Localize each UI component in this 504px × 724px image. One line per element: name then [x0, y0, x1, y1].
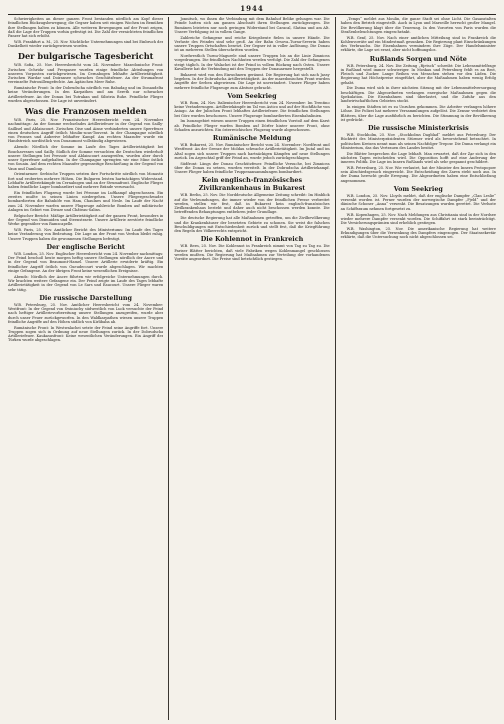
article-paragraph: „Temps“ meldet aus Moulin, die ganze Stadt sei ohne Licht. Die Gasanstalten haben den Betrieb eingestellt. Auch in Lyon und Marseille herrscht großer Mangel. Die Bevölkerung klagt über die Teuerung. In den Vororten von Paris wurden die Straßenbeleuchtungen eingeschränkt. — [340, 17, 496, 34]
article-paragraph: Zahlreiche Gefangene und reiche Kriegsbeute fielen in unsere Hände. Die Verluste des Feindes sind sehr groß. An der Bahn Orsova–Turnu-Severin haben unsere Truppen Ortschaften besetzt. Der Gegner ist in voller Auflösung. Die Donau ist an mehreren Stellen überschritten worden. — [174, 35, 330, 53]
column-left — [8, 17, 163, 720]
article-paragraph: Im Isonzogebiet wiesen unsere Truppen einen feindlichen Vorstoß auf dem Karst ab. Feindliche Flieger warfen Bomben auf Dörfer hinter unserer Front, ohne Schaden anzurichten. Ein österreichisches Flugzeug wurde abgeschossen. — [174, 119, 330, 132]
article-heading: Rumänische Meldung — [212, 134, 292, 143]
article-paragraph: W.B. Bukarest, 25. Nov. Rumänischer Bericht vom 24. November: Nordfront und Westfront: An der Grenze der Moldau schwache Artillerietätigkeit. Im Jiutal und im Altal zogen sich unsere Truppen nach hartnäckigen Kämpfen auf neue Stellungen zurück. Im Argeschtal griff der Feind an, wurde jedoch zurückgeschlagen. — [174, 143, 330, 160]
article-paragraph: W.B. Paris, 25. Nov. Amtlicher Bericht des Ministeriums: Im Laufe des Tages keine Veränderung von Bedeutung. Die Lage an der Front von Verdun bleibt ruhig. Unsere Truppen haben die gewonnenen Stellungen befestigt. — [8, 228, 164, 241]
column-middle — [168, 17, 329, 720]
article-heading: Rußlands Sorgen und Nöte — [369, 54, 467, 63]
article-paragraph: W.B. Bern, 25. Nov. Die Kohlennot in Frankreich nimmt von Tag zu Tag zu. Die Pariser Blätter berichten, daß viele Fabriken wegen Kohlenmangel geschlossen werden mußten. Die Regierung hat Maßnahmen zur Verteilung der vorhandenen Vorräte angeordnet. Die Preise sind beträchtlich gestiegen. — [174, 244, 330, 262]
article-paragraph: W.B. Washington, 25. Nov. Die amerikanische Regierung hat weitere Erkundigungen über die Versenkung des Dampfers eingezogen. Der Staatssekretär erklärte, daß die Untersuchung noch nicht abgeschlossen sei. — [340, 226, 496, 240]
article-paragraph: Jonnitsch, wo ihnen die Verbindung mit dem Bahnhof Belike gelungen war. Die Feinde hatten sich am ganzen Abschnitt ihren Stellungen zurückgezogen. Die Rumänen leisteten nur noch geringen Widerstand bei Caracal, Slatina und am Alt. Unsere Verfolgung ist in vollem Gange. — [174, 17, 330, 34]
article-paragraph: W.B. Kopenhagen, 25. Nov. Nach Meldungen aus Christiania sind in der Nordsee wieder mehrere Dampfer versenkt worden. Die Schiffahrt ist stark beeinträchtigt. Die Versicherungsprämien sind erheblich gestiegen. — [340, 212, 496, 226]
article-paragraph: Ein feindliches Flugzeug wurde bei Péronne im Luftkampf abgeschossen. Ein zweites mußte in seinen Linien niedergehen. Unsere Fliegergeschwader bombardierten die Bahnhöfe von Ham, Chaulnes und Nesle. Im Laufe der Nacht zum 24. November warfen unsere Flugzeuge zahlreiche Bomben auf militärische Anlagen im Gebiet von Dieuze und Château-Salins. — [8, 190, 164, 212]
article-paragraph: Belgischer Bericht: Mäßige Artillerietätigkeit auf der ganzen Front, besonders in der Gegend von Dixmuiden und Steenstraete. Unsere Artillerie zerstörte feindliche Werke gegenüber von Ramscapelle. — [8, 213, 164, 227]
article-paragraph: W.B. Paris, 25. Nov. Französischer Heeresbericht vom 24. November nachmittags: An der Somme wechselndes Artilleriefeuer in der Gegend von Sailly-Saillisel und Ablaincourt. Zwischen Oise und Aisne verhinderten unsere Sperrfeuer einen deutschen Angriff östlich Moulin-sous-Touvent. In der Champagne nördlich von Prosnes und Auberive lebhafter Kampf. Am rechten Maasufer wurde ein Handstreich nordöstlich von Douaumont vollständig abgewiesen. — [8, 118, 164, 144]
article-heading: Der englische Bericht — [46, 242, 125, 251]
columns — [8, 17, 496, 720]
article-paragraph: Orientarmee: Serbische Truppen setzten ihre Fortschritte nördlich von Monastir fort und eroberten mehrere Höhen. Die Bulgaren leisten hartnäckigen Widerstand. Lebhafte Artilleriekämpfe im Cernabogen und an der Strumafront. Englische Flieger haben feindliche Lager bombardiert und mehrere Brände verursacht. — [8, 172, 164, 190]
article-heading: Kein englisch-französisches Zivilkrankenhaus in Bukarest — [198, 176, 306, 193]
article-heading: Die russische Darstellung — [39, 293, 132, 302]
article-paragraph: W.B. Genf, 25. Nov. Nach einer amtlichen Mitteilung sind in Frankreich die Kohlenvorräte auf ein Mindestmaß gesunken. Die Regierung plant Einschränkungen des Verbrauchs. Die Eisenbahnen vermindern ihre Züge. Der Handelsminister erklärte, die Lage sei ernst, aber nicht hoffnungslos. — [340, 35, 496, 53]
page-number: 1944 — [240, 4, 264, 13]
article-paragraph: W.B. London, 25. Nov. Lloyds meldet, daß der englische Dampfer „Clan Leslie“ versenkt worden ist. Ferner wurden der norwegische Dampfer „Fjeld“ und der dänische Schoner „Anna“ versenkt. Die Besatzungen wurden gerettet. Die Verluste an Schiffsraum nehmen fortgesetzt zu. — [340, 193, 496, 211]
article-paragraph: W.B. London, 25. Nov. Englischer Heeresbericht vom 24. November nachmittags: Der Feind beschoß heute morgen heftig unsere Stellungen nördlich der Ancre und in der Gegend von Beaumont-Hamel. Unsere Artillerie erwiderte kräftig. Ein feindlicher Angriff östlich von Gueudecourt wurde abgeschlagen. Wir machten einige Gefangene. An der übrigen Front keine wesentlichen Ereignisse. — [8, 251, 164, 273]
article-paragraph: Abends: Nördlich der Ancre führten wir erfolgreiche Unternehmungen durch. Wir brachten weitere Gefangene ein. Der Feind zeigte im Laufe des Tages lebhafte Artillerietätigkeit in der Gegend von Le Sars und Eaucourt. Unsere Flieger waren sehr tätig. — [8, 274, 164, 292]
article-paragraph: Rumänische Front: In Westwalachei setzte der Feind seine Angriffe fort. Unsere Truppen zogen sich in Ordnung auf neue Stellungen zurück. In der Dobrudscha Artilleriefeuer. Kaukasusfront: Keine wesentlichen Veränderungen. Ein Angriff der Türken wurde abgeschlagen. — [8, 325, 164, 343]
article-paragraph: W.B. Berlin, 25. Nov. Die Norddeutsche Allgemeine Zeitung schreibt: Im Hinblick auf die Verleumdungen, die immer wieder von der feindlichen Presse verbreitet werden, stellen wir fest, daß in Bukarest kein englisch-französisches Zivilkrankenhaus besteht und daher auch nicht beschossen werden konnte. Die betreffenden Behauptungen entbehren jeder Grundlage. — [174, 193, 330, 215]
article-heading: Die russische Ministerkrisis — [367, 124, 469, 133]
section-heading: Der bulgarische Tagesbericht — [17, 51, 154, 62]
section-heading: Was die Franzosen melden — [24, 106, 147, 117]
article-paragraph: W.B. Petersburg, 24. Nov. Die Zeitung „Rjetsch“ schreibt: Die Lebensmittelfrage in Rußland wird immer schwieriger. In Moskau und Petersburg fehlt es an Brot, Fleisch und Zucker. Lange Reihen von Menschen stehen vor den Läden. Die Regierung hat Höchstpreise eingeführt, aber die Maßnahmen haben wenig Erfolg gehabt. — [340, 63, 496, 85]
article-paragraph: Die Duma wird sich in ihrer nächsten Sitzung mit der Lebensmittelversorgung beschäftigen. Die Abgeordneten verlangen energische Maßnahmen gegen die Spekulation. Die Eisenbahnen sind überlastet, und die Zufuhr aus den landwirtschaftlichen Gebieten stockt. — [340, 86, 496, 104]
article-paragraph: Die deutsche Regierung hat alle Maßnahmen getroffen, um die Zivilbevölkerung und die Krankenhäuser der besetzten Gebiete zu schonen. Sie weist die falschen Beschuldigungen mit Entschiedenheit zurück und stellt fest, daß die Kriegführung den Regeln des Völkerrechts entspricht. — [174, 216, 330, 234]
article-paragraph: Rumänische Front: In der Dobrudscha nördlich von Babadag und im Donaudelta keine Veränderungen. In den Karpathen und am Sereth nur schwaches Artilleriefeuer. An der Donau bei Tutrakan und Silistria Ruhe. Feindliche Flieger wurden abgeschossen. Die Lage ist unverändert. — [8, 86, 164, 103]
article-paragraph: In einigen Städten ist es zu Unruhen gekommen. Die Arbeiter verlangen höhere Löhne. Die Polizei hat mehrere Versammlungen aufgelöst. Die Zensur verbietet den Blättern, über die Lage ausführlich zu berichten. Die Stimmung in der Bevölkerung ist gedrückt. — [340, 105, 496, 122]
article-heading: Vom Seekrieg — [227, 91, 277, 100]
article-paragraph: W.B. Petersburg, 25. Nov. Wie verlautet, hat der Minister des Innern Protopopow sein Abschiedsgesuch eingereicht. Die Entscheidung des Zaren steht noch aus. In der Duma herrscht große Erregung. Die Abgeordneten haben eine Entschließung angenommen. — [340, 165, 496, 183]
article-paragraph: Die Blätter besprechen die Lage lebhaft. Man erwartet, daß der Zar sich in den nächsten Tagen entscheiden wird. Die Opposition hofft auf eine Änderung der inneren Politik. Die Lage im Innern Rußlands wird als sehr gespannt geschildert. — [340, 151, 496, 165]
article-paragraph: Bukarest wird von den Einwohnern geräumt. Die Regierung hat sich nach Jassy begeben. In der Dobrudscha Artillerietätigkeit. An der mazedonischen Front wurden Angriffe der Serben abgewiesen. Die Lage ist unverändert. Unsere Flieger haben mehrere feindliche Flugzeuge zum Absturz gebracht. — [174, 72, 330, 90]
article-paragraph: W.B. Sofia, 25. Nov. Heeresbericht vom 24. November: Mazedonische Front: Zwischen Ochrida- und Prespasee wurden einige feindliche Abteilungen von unseren Vorposten zurückgewiesen. Im Cernabogen lebhafte Artillerietätigkeit. Zwischen Wardar und Doiransee schwaches Geschützfeuer. An der Strumafront vereinzelte Patrouillengefechte. Am Ägäischen Meer Ruhe. — [8, 63, 164, 85]
article-paragraph: Südfront: Längs der Donau Geschützfeuer. Feindliche Versuche, bei Zimnicea über die Donau zu setzen, wurden vereitelt. In der Dobrudscha Artilleriekampf. Unsere Flieger haben feindliche Truppenansammlungen bombardiert. — [174, 161, 330, 175]
article-heading: Die Kohlennot in Frankreich — [200, 235, 304, 244]
column-right — [335, 17, 496, 720]
article-paragraph: W.B. Stockholm, 25. Nov. „Stockholms Dagblad“ meldet aus Petersburg: Der Rücktritt des Ministerpräsidenten Stürmer wird als bevorstehend betrachtet. In politischen Kreisen nennt man als seinen Nachfolger Trepow. Die Duma verlangt ein Ministerium, das das Vertrauen des Landes besitzt. — [340, 133, 496, 150]
article-paragraph: Abends: Nördlich der Somme im Laufe des Tages Artillerietätigkeit bei Bouchavesnes und Sailly. Südlich der Somme versuchten die Deutschen wiederholt unsere Stellungen bei Pressoir und Ablaincourt anzugreifen, wurden aber durch unser Sperrfeuer aufgehalten. In der Champagne sprengten wir eine Mine östlich von Souain. Auf dem rechten Maasufer gegenseitige Beschießung in der Gegend von Vaux und Damloup. — [8, 145, 164, 171]
article-paragraph: W.B. Rom, 24. Nov. Italienischer Heeresbericht vom 24. November: Im Trentino keine Veränderungen. Artilleriekämpfe im Tal von Astico und auf der Hochfläche von Asiago. An der Julischen Front lebhaftes Artilleriefeuer. Die feindlichen Stellungen bei Görz wurden beschossen. Unsere Flugzeuge bombardierten Eisenbahnlinien. — [174, 100, 330, 118]
article-heading: Vom Seekrieg — [393, 184, 443, 193]
article-paragraph: Schwierigkeiten an dieser ganzen Front bestanden nördlich am Kopf dieser feindlichen Rückzugsbewegung; die Gegner haben seit einigen Wochen im Bemühen ihre Stellungen halten zu können. Alle weiteren Bewegungen auf der Front zeigen, daß die Lage der Truppen vorhin gefestigt ist. Die Zahl der vernichteten feindlichen Panzer hat sich erhöht. — [8, 17, 164, 38]
article-paragraph: W.B. Frankfurt a. M., 25. Nov. Nächtliche Unternehmungen sind bei Einbruch der Dunkelheit wieder zurückgewiesen worden. — [8, 39, 164, 49]
top-rule — [8, 14, 496, 15]
article-paragraph: Nordwestlich Turnu-Magurele sind unsere Truppen bis an die Linie Zimnicea vorgedrungen. Die feindlichen Nachhuten werden verfolgt. Die Zahl der Gefangenen steigt täglich. In der Walachei ist der Feind in vollem Rückzug nach Osten. Unsere Kavallerie hat die Verbindung mit den Truppen der Donauarmee hergestellt. — [174, 54, 330, 71]
article-paragraph: W.B. Petersburg, 25. Nov. Amtlicher Heeresbericht vom 24. November: Westfront: In der Gegend von Swiniuchy südwestlich von Luck versuchte der Feind nach heftiger Artillerievorbereitung unsere Stellungen anzugreifen, wurde aber durch unser Feuer zurückgeworfen. In den Waldkarpathen wiesen unsere Truppen feindliche Angriffe auf den Höhen südlich von Kirlibaba ab. — [8, 302, 164, 324]
